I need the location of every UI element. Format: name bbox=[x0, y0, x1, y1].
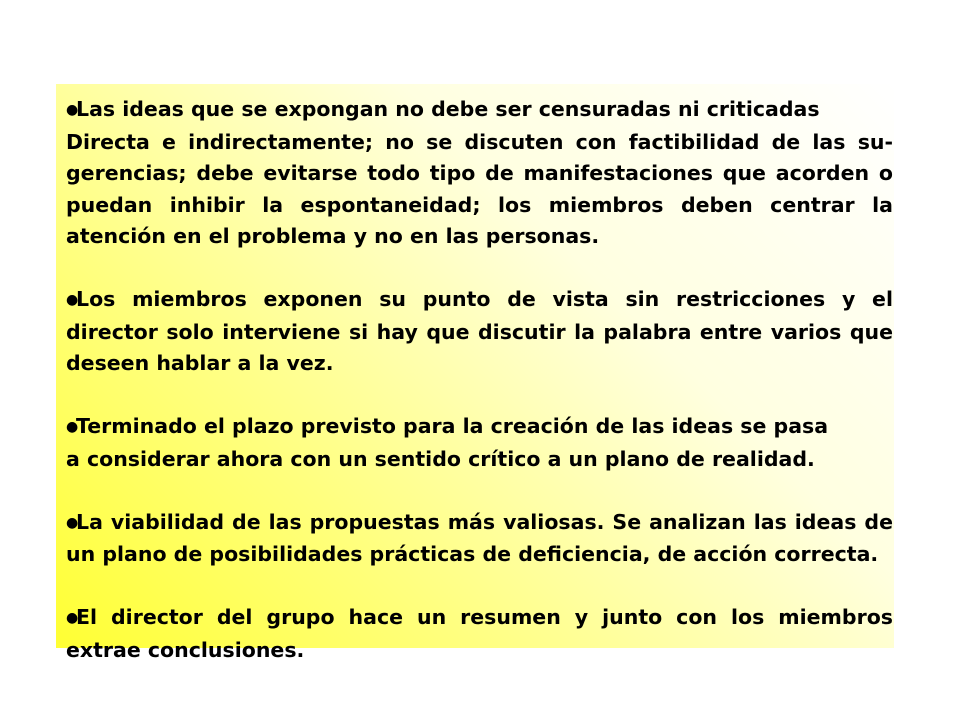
bullet-item-1-rest-text: Directa e indirectamente; no se discuten con factibilidad de las su-gerencias; debe evitarse todo tipo de manifestaciones que acorden o puedan inhibir la espontaneidad; los miembros deben centrar la atención en el problema y no en las personas. bbox=[66, 129, 893, 248]
bullet-item-3-first-line bbox=[66, 411, 893, 444]
bullet-item-4-text: La viabilidad de las propuestas más valiosas. Se analizan las ideas de un plano de posibilidades prácticas de deficiencia, de acción correcta. bbox=[66, 509, 893, 566]
bullet-item-1-first-line bbox=[66, 94, 893, 127]
bullet-item-4 bbox=[66, 507, 893, 571]
bullet-list bbox=[66, 94, 893, 666]
bullet-item-3-first-text: Terminado el plazo previsto para la creación de las ideas se pasa bbox=[76, 414, 829, 438]
bullet-icon: ● bbox=[66, 292, 79, 308]
bullet-item-2 bbox=[66, 284, 893, 380]
bullet-item-5 bbox=[66, 602, 893, 666]
bullet-item-5-text: El director del grupo hace un resumen y junto con los miembros extrae conclusiones. bbox=[66, 605, 893, 662]
bullet-item-3 bbox=[66, 411, 893, 475]
bullet-icon: ● bbox=[66, 102, 79, 118]
bullet-item-1-first-text: Las ideas que se expongan no debe ser censuradas ni criticadas bbox=[76, 97, 820, 121]
bullet-icon: ● bbox=[66, 419, 79, 435]
bullet-item-2-text: Los miembros exponen su punto de vista sin restricciones y el director solo interviene si hay que discutir la palabra entre varios que deseen hablar a la vez. bbox=[66, 287, 893, 375]
bullet-item-1 bbox=[66, 94, 893, 253]
bullet-icon: ● bbox=[66, 610, 79, 626]
bullet-icon: ● bbox=[66, 514, 79, 531]
bullet-item-3-rest-text: a considerar ahora con un sentido crítico a un plano de realidad. bbox=[66, 446, 815, 471]
